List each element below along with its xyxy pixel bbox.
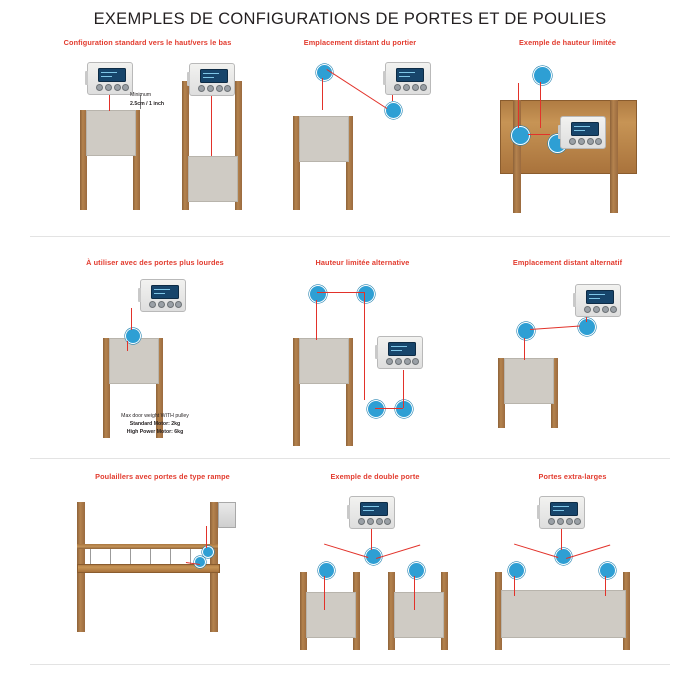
cord-e-lower	[127, 341, 128, 351]
cord-c-vertical	[322, 78, 323, 110]
controller-screen-xw	[550, 502, 578, 516]
panel-ramp-doors	[55, 472, 270, 657]
pulley-xw-right	[599, 562, 616, 579]
controller-screen-d	[571, 122, 599, 136]
controller-side-tab-d	[558, 125, 561, 139]
hanger-4	[150, 549, 151, 564]
cord-d-horizontal	[528, 134, 550, 135]
door-f	[299, 338, 349, 384]
cord-d-left	[518, 83, 519, 128]
panel-title-7: Poulaillers avec portes de type rampe	[95, 472, 230, 481]
panel-extra-wide-doors	[475, 472, 670, 657]
pulley-f-topright	[357, 285, 375, 303]
pulley-dd-left	[318, 562, 335, 579]
cord-g-down	[524, 338, 525, 360]
panel-limited-height	[470, 38, 665, 228]
cord-dd-right-down	[414, 576, 415, 610]
weight-note-line3: High Power Motor: 6kg	[126, 429, 184, 435]
panel-title-8: Exemple de double porte	[330, 472, 420, 481]
cord-xw-to-right	[566, 545, 610, 560]
cord-e-upper	[131, 308, 132, 330]
controller-b	[189, 63, 235, 96]
pulley-ramp-1	[202, 546, 214, 558]
pulley-bottom-c	[385, 102, 402, 119]
pulley-xw-left	[508, 562, 525, 579]
pulley-left-d	[511, 126, 530, 145]
pulley-top-d	[533, 66, 552, 85]
panel-double-door	[280, 472, 470, 657]
row-divider-2	[30, 458, 670, 459]
controller-buttons-g	[584, 306, 614, 312]
hanger-3	[130, 549, 131, 564]
hanger-1	[90, 549, 91, 564]
cord-f-bottom	[375, 408, 403, 409]
controller-buttons-xw	[548, 518, 578, 524]
controller-buttons-c	[394, 84, 424, 90]
controller-c	[385, 62, 431, 95]
controller-side-tab-xw	[537, 505, 540, 519]
door-e	[109, 338, 159, 384]
door-g	[504, 358, 554, 404]
cord-b	[211, 96, 212, 156]
cord-g-across	[530, 326, 580, 331]
panel-remote-alt	[470, 258, 665, 448]
motor-housing	[218, 502, 236, 528]
controller-buttons-f	[386, 358, 416, 364]
controller-buttons-dd	[358, 518, 388, 524]
controller-screen-b	[200, 69, 228, 83]
cord-dd-to-right	[376, 545, 420, 560]
panel-heavy-doors	[55, 258, 255, 448]
controller-side-tab-b	[187, 72, 190, 86]
row-divider-1	[30, 236, 670, 237]
door-dd-right	[394, 592, 444, 638]
pulley-ramp-2	[194, 556, 206, 568]
controller-buttons-a	[96, 84, 126, 90]
controller-side-tab-dd	[347, 505, 350, 519]
minimum-label: Minimum	[130, 92, 152, 98]
panel-title-9: Portes extra-larges	[538, 472, 607, 481]
panel-title-2: Emplacement distant du portier	[303, 38, 417, 47]
cord-a	[109, 93, 110, 111]
weight-note-line2: Standard Motor: 2kg	[129, 421, 181, 427]
door-a	[86, 110, 136, 156]
hanger-5	[170, 549, 171, 564]
cord-xw-left-down	[514, 576, 515, 596]
controller-screen-dd	[360, 502, 388, 516]
pulley-g-left	[517, 322, 535, 340]
cord-xw-up	[561, 528, 562, 550]
row-divider-3	[30, 664, 670, 665]
door-b	[188, 156, 238, 202]
controller-f	[377, 336, 423, 369]
cord-f-top	[317, 292, 365, 293]
controller-buttons-e	[149, 301, 179, 307]
panel-standard-up-down	[40, 38, 255, 228]
pulley-dd-right	[408, 562, 425, 579]
panel-title-3: Exemple de hauteur limitée	[518, 38, 617, 47]
controller-e	[140, 279, 186, 312]
controller-dd	[349, 496, 395, 529]
controller-xw	[539, 496, 585, 529]
cord-xw-to-left	[514, 543, 558, 558]
controller-d	[560, 116, 606, 149]
controller-side-tab-f	[375, 345, 378, 359]
rail-top	[77, 544, 218, 549]
panel-title-4: À utiliser avec des portes plus lourdes	[86, 258, 224, 267]
panel-limited-height-alt	[265, 258, 460, 448]
post-right-d	[610, 100, 618, 213]
door-dd-left	[306, 592, 356, 638]
controller-screen-e	[151, 285, 179, 299]
controller-side-tab-e	[138, 288, 141, 302]
cord-f-left-down	[316, 300, 317, 340]
controller-a	[87, 62, 133, 95]
controller-side-tab-c	[383, 71, 386, 85]
hanger-2	[110, 549, 111, 564]
door-c	[299, 116, 349, 162]
weight-note-line1: Max door weight WITH pulley	[121, 413, 189, 419]
cord-f-to-controller	[403, 370, 404, 408]
panel-remote-location	[265, 38, 455, 228]
minimum-value: 2.5cm / 1 inch	[130, 101, 165, 107]
controller-screen-g	[586, 290, 614, 304]
controller-side-tab-g	[573, 293, 576, 307]
cord-dd-up	[371, 528, 372, 550]
controller-side-tab-a	[85, 71, 88, 85]
controller-g	[575, 284, 621, 317]
cord-dd-to-left	[324, 543, 368, 558]
cord-xw-right-down	[605, 576, 606, 596]
cord-dd-left-down	[324, 576, 325, 610]
cord-c-diagonal	[326, 69, 387, 109]
panel-title-6: Emplacement distant alternatif	[512, 258, 623, 267]
cord-f-right-down	[364, 292, 365, 400]
controller-buttons-d	[569, 138, 599, 144]
pulley-f-topleft	[309, 285, 327, 303]
page-title: EXEMPLES DE CONFIGURATIONS DE PORTES ET DE POULIES	[93, 10, 607, 28]
cord-ramp-vertical	[206, 526, 207, 548]
cord-d-mid	[540, 82, 541, 128]
controller-screen-f	[388, 342, 416, 356]
door-xw	[501, 590, 626, 638]
panel-title-1: Configuration standard vers le haut/vers le bas	[63, 38, 232, 47]
controller-buttons-b	[198, 85, 228, 91]
controller-screen-c	[396, 68, 424, 82]
panel-title-5: Hauteur limitée alternative	[315, 258, 410, 267]
controller-screen-a	[98, 68, 126, 82]
